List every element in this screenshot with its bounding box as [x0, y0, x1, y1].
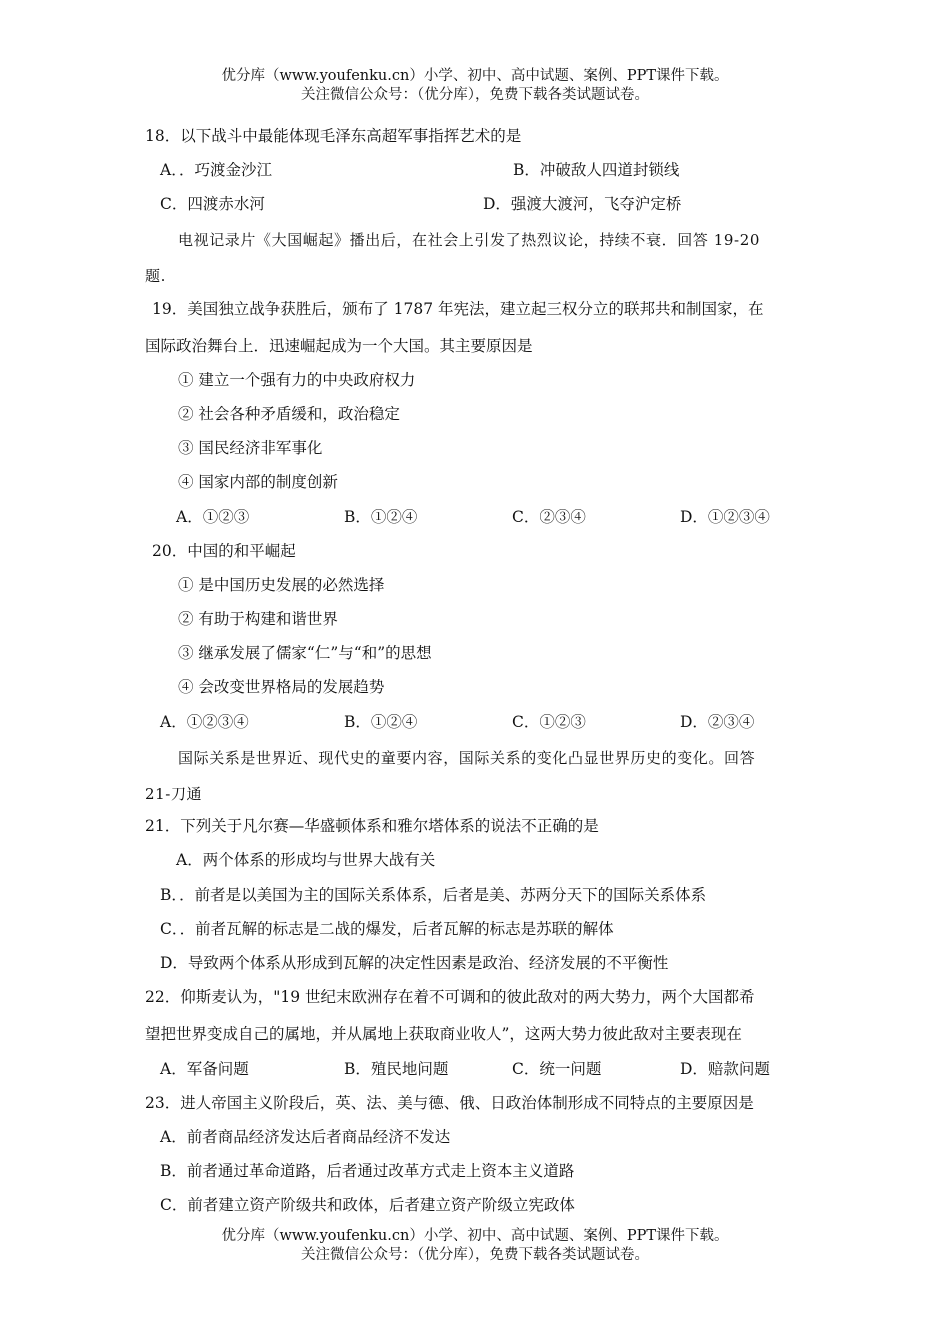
q20-stem: 20．中国的和平崛起 [152, 542, 296, 560]
q23-option-c: C．前者建立资产阶级共和政体，后者建立资产阶级立宪政体 [160, 1196, 575, 1214]
q22-option-a: A．军备问题 [160, 1060, 249, 1078]
q20-option-d: D．②③④ [680, 713, 755, 731]
q19-option-b: B．①②④ [344, 508, 418, 526]
q22-stem-line-1: 22．仰斯麦认为，"19 世纪末欧洲存在着不可调和的彼此敌对的两大势力，两个大国都希 [145, 988, 755, 1006]
q19-option-c: C．②③④ [512, 508, 586, 526]
q19-statement-2: ② 社会各种矛盾缓和，政治稳定 [178, 405, 400, 423]
q23-option-a: A．前者商品经济发达后者商品经济不发达 [160, 1128, 451, 1146]
q19-statement-4: ④ 国家内部的制度创新 [178, 473, 338, 491]
q18-option-d: D．强渡大渡河，飞夺沪定桥 [483, 195, 682, 213]
intro-19-20-line-2: 题. [145, 267, 166, 285]
q22-option-c: C．统一问题 [512, 1060, 602, 1078]
q21-option-d: D．导致两个体系从形成到瓦解的决定性因素是政治、经济发展的不平衡性 [160, 954, 669, 972]
q20-statement-1: ① 是中国历史发展的必然选择 [178, 576, 385, 594]
q20-statement-4: ④ 会改变世界格局的发展趋势 [178, 678, 385, 696]
footer-line-1: 优分库（www.youfenku.cn）小学、初中、高中试题、案例、PPT课件下载。 [221, 1228, 729, 1244]
q23-option-b: B．前者通过革命道路，后者通过改革方式走上资本主义道路 [160, 1162, 575, 1180]
header-line-1: 优分库（www.youfenku.cn）小学、初中、高中试题、案例、PPT课件下载。 [221, 68, 729, 84]
q22-option-d: D．赔款问题 [680, 1060, 770, 1078]
q21-stem: 21．下列关于凡尔赛—华盛顿体系和雅尔塔体系的说法不正确的是 [145, 817, 599, 835]
q20-statement-2: ② 有助于构建和谐世界 [178, 610, 338, 628]
q18-option-b: B．冲破敌人四道封锁线 [513, 161, 680, 179]
q19-statement-1: ① 建立一个强有力的中央政府权力 [178, 371, 416, 389]
q19-stem-line-2: 国际政治舞台上．迅速崛起成为一个大国。其主要原因是 [145, 337, 533, 355]
q21-option-c: C．．前者瓦解的标志是二战的爆发，后者瓦解的标志是苏联的解体 [160, 920, 614, 938]
q19-option-d: D．①②③④ [680, 508, 770, 526]
q21-option-a: A．两个体系的形成均与世界大战有关 [176, 851, 436, 869]
q19-stem-line-1: 19．美国独立战争获胜后，颁布了 1787 年宪法，建立起三权分立的联邦共和制国家，在 [152, 300, 764, 318]
q21-option-b: B．．前者是以美国为主的国际关系体系，后者是美、苏两分天下的国际关系体系 [160, 886, 707, 904]
header-line-2: 关注微信公众号：（优分库），免费下载各类试题试卷。 [301, 87, 649, 103]
intro-19-20-line-1: 电视记录片《大国崛起》播出后，在社会上引发了热烈议论，持续不衰．回答 19-20 [178, 231, 761, 249]
q22-stem-line-2: 望把世界变成自己的属地，并从属地上获取商业收人”，这两大势力彼此敌对主要表现在 [145, 1025, 742, 1043]
q19-statement-3: ③ 国民经济非军事化 [178, 439, 323, 457]
q18-option-a: A．．巧渡金沙江 [160, 161, 272, 179]
q20-option-c: C．①②③ [512, 713, 586, 731]
q18-stem: 18．以下战斗中最能体现毛泽东高超军事指挥艺术的是 [145, 127, 522, 145]
intro-21-line-1: 国际关系是世界近、现代史的童要内容，国际关系的变化凸显世界历史的变化。回答 [178, 749, 756, 767]
q20-option-a: A．①②③④ [160, 713, 249, 731]
intro-21-line-2: 21-刀通 [145, 785, 203, 803]
q23-stem: 23．进人帝国主义阶段后，英、法、美与德、俄、日政治体制形成不同特点的主要原因是 [145, 1094, 754, 1112]
q22-option-b: B．殖民地问题 [344, 1060, 449, 1078]
q20-statement-3: ③ 继承发展了儒家“仁”与“和”的思想 [178, 644, 432, 662]
q20-option-b: B．①②④ [344, 713, 418, 731]
q19-option-a: A．①②③ [176, 508, 250, 526]
q18-option-c: C．四渡赤水河 [160, 195, 265, 213]
footer-line-2: 关注微信公众号：（优分库），免费下载各类试题试卷。 [301, 1247, 649, 1263]
